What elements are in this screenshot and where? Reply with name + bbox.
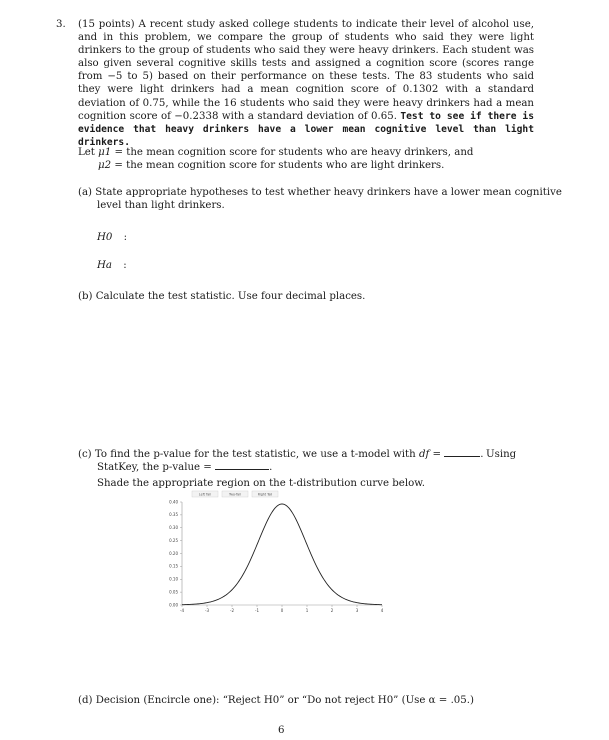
problem-statement xyxy=(56,18,534,149)
y-tick-label: 0.40 xyxy=(169,499,178,505)
x-tick-label: 1 xyxy=(305,608,309,613)
part-d-label: (d) xyxy=(78,695,93,706)
part-b-label: (b) xyxy=(78,291,93,302)
problem-intro: A recent study asked college students to indicate their level of alcohol use, and in this problem, we compare the group of students who said they were light drinkers to the group of students who said they were heavy drinkers. Each student was also given several cognitive skills tests and assigned a cognition score (scores range from −5 to 5) based on their performance on these tests. The 83 students who said they were light drinkers had a mean cognition score of 0.1302 with a standard deviation of 0.75, while the 16 students who said they were heavy drinkers had a mean cognition score of −0.2338 with a standard deviation of 0.65. xyxy=(78,19,534,122)
df-blank[interactable] xyxy=(444,456,480,457)
y-tick-label: 0.05 xyxy=(169,589,178,595)
x-tick-label: 0 xyxy=(280,608,284,613)
tail-tab-label-2: Right Tail xyxy=(257,492,273,497)
problem-emphasis: Test to see if there is evidence that heavy drinkers have a lower mean cognitive level than light drinkers. xyxy=(78,110,534,148)
part-c-label: (c) xyxy=(78,449,92,460)
definition-mu2: μ2 = the mean cognition score for students who are light drinkers. xyxy=(98,160,445,171)
part-c-line2: StatKey, the p-value = . xyxy=(97,462,273,473)
part-a-label: (a) xyxy=(78,187,93,198)
x-tick-label: -3 xyxy=(205,608,209,613)
definition-mu1: Let μ1 = the mean cognition score for students who are heavy drinkers, and xyxy=(78,147,474,158)
x-tick-label: -2 xyxy=(230,608,234,613)
y-tick-label: 0.35 xyxy=(169,512,178,518)
x-tick-label: -1 xyxy=(255,608,259,613)
y-tick-label: 0.00 xyxy=(169,602,178,608)
part-a-line2: level than light drinkers. xyxy=(97,200,225,211)
y-tick-label: 0.10 xyxy=(169,576,178,582)
part-a: (a) State appropriate hypotheses to test whether heavy drinkers have a lower mean cognitive xyxy=(78,187,562,198)
x-tick-label: -4 xyxy=(180,608,184,613)
tail-tab-label-0: Left Tail xyxy=(198,492,212,497)
y-tick-label: 0.15 xyxy=(169,563,178,569)
y-tick-label: 0.20 xyxy=(169,550,178,556)
y-tick-label: 0.30 xyxy=(169,525,178,531)
t-distribution-chart[interactable] xyxy=(170,490,390,620)
mu2-symbol: μ2 xyxy=(98,160,112,171)
density-curve xyxy=(182,504,382,605)
part-b: (b) Calculate the test statistic. Use four decimal places. xyxy=(78,291,366,302)
ha-label: Ha xyxy=(97,260,112,271)
h0-label: H0 xyxy=(97,232,113,243)
problem-number: 3. xyxy=(56,19,66,30)
x-tick-label: 2 xyxy=(330,608,334,613)
using-word: Using xyxy=(486,449,517,460)
problem-points: (15 points) xyxy=(78,19,135,30)
part-d: (d) Decision (Encircle one): “Reject H0” or “Do not reject H0” (Use α = .05.) xyxy=(78,695,474,706)
x-tick-label: 4 xyxy=(380,608,384,613)
df-label: df = xyxy=(418,449,442,460)
tail-tab-label-1: Two-Tail xyxy=(228,492,242,497)
part-c: (c) To find the p-value for the test statistic, we use a t-model with df = . xyxy=(78,449,484,460)
p-value-blank[interactable] xyxy=(215,469,269,470)
part-c-line3: Shade the appropriate region on the t-distribution curve below. xyxy=(97,478,425,489)
alternative-hypothesis: Ha : xyxy=(97,260,127,271)
null-hypothesis: H0 : xyxy=(97,232,128,243)
y-tick-label: 0.25 xyxy=(169,537,178,543)
page-number: 6 xyxy=(278,725,285,736)
mu1-symbol: μ1 xyxy=(98,147,112,158)
x-tick-label: 3 xyxy=(355,608,359,613)
